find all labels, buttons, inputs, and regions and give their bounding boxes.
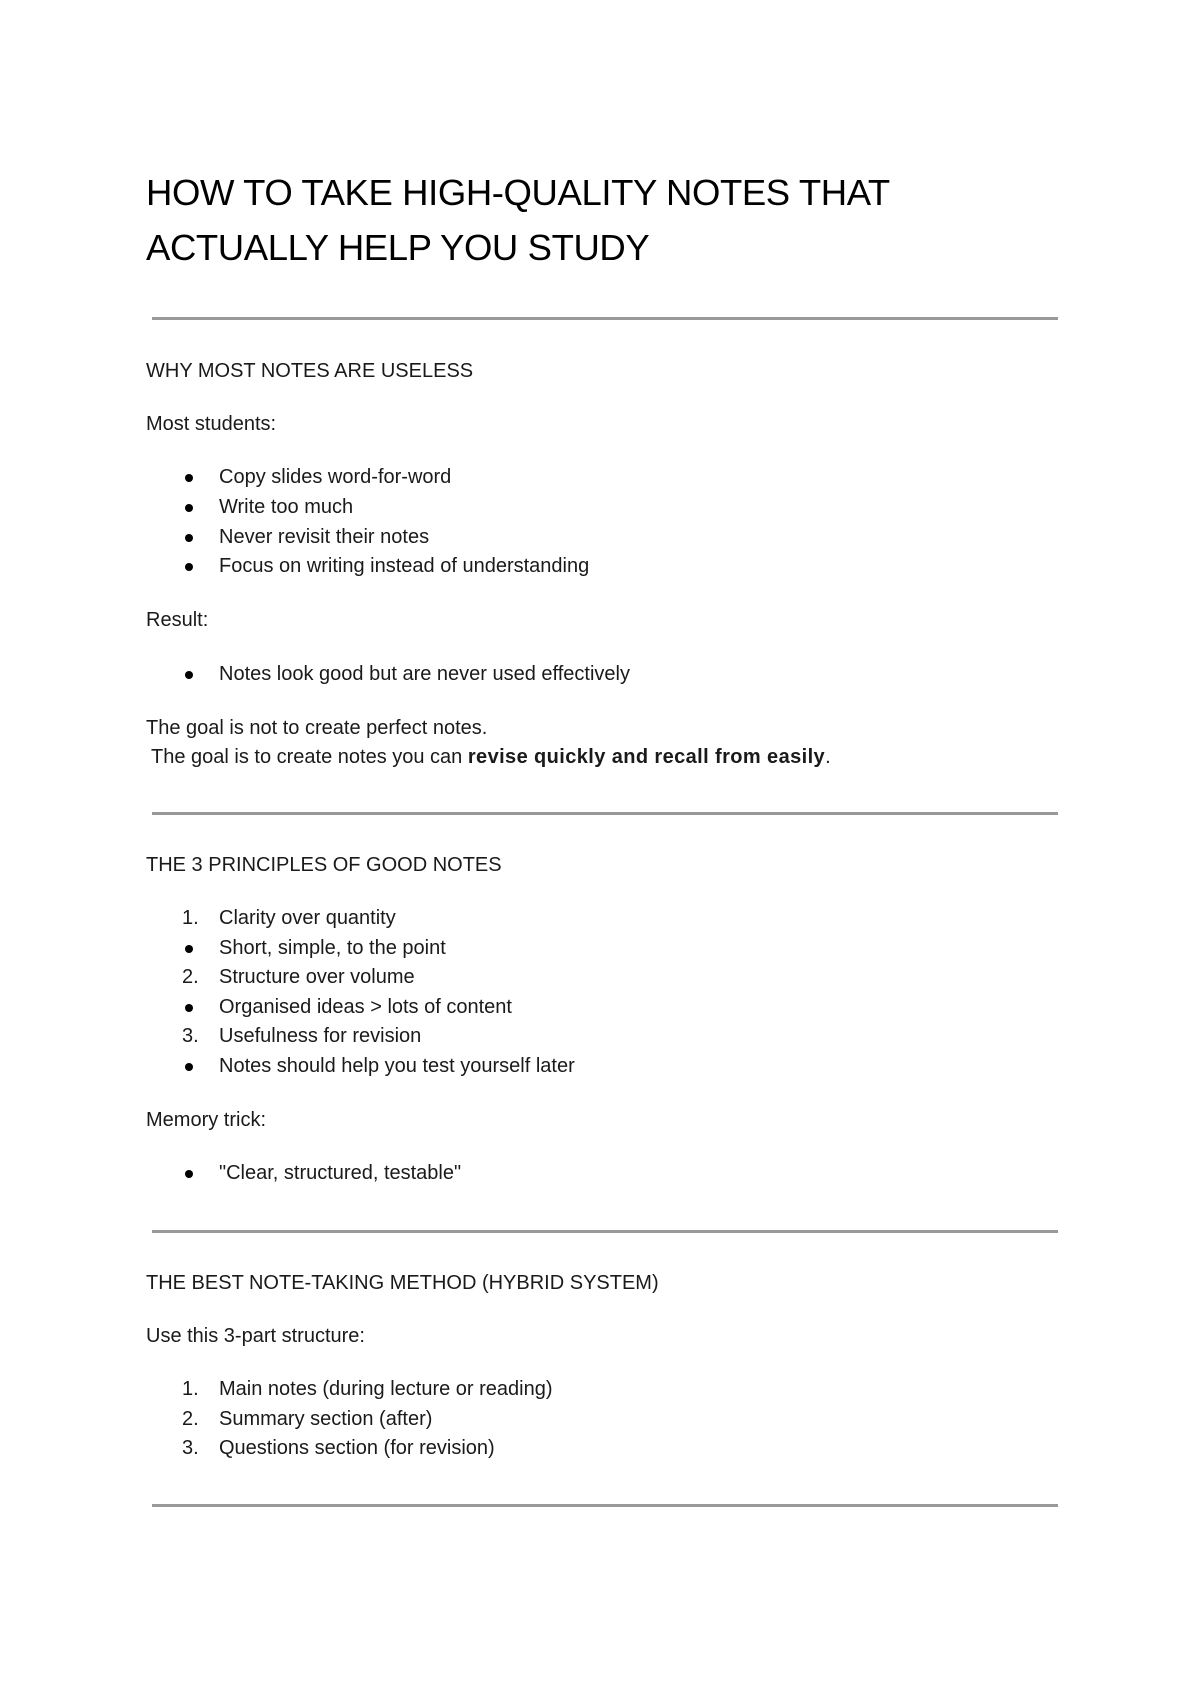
page-title-line-1: HOW TO TAKE HIGH-QUALITY NOTES THAT — [146, 172, 890, 213]
list-item: Notes should help you test yourself later — [219, 1055, 575, 1077]
goal-text: The goal is to create notes you can — [151, 746, 468, 768]
bullet-icon — [185, 1004, 193, 1012]
list-item: Organised ideas > lots of content — [219, 996, 512, 1018]
list-item: Short, simple, to the point — [219, 937, 446, 959]
section-intro: Most students: — [146, 413, 277, 435]
list-number: 3. — [182, 1025, 199, 1047]
section-heading: WHY MOST NOTES ARE USELESS — [146, 360, 474, 382]
list-number: 1. — [182, 907, 199, 929]
goal-line-2 — [151, 746, 831, 769]
result-label: Result: — [146, 609, 209, 631]
list-item: Main notes (during lecture or reading) — [219, 1378, 553, 1400]
list-item: "Clear, structured, testable" — [219, 1162, 462, 1184]
list-item: Clarity over quantity — [219, 907, 396, 929]
goal-period: . — [825, 746, 831, 768]
goal-emphasis: revise quickly and recall from easily — [467, 746, 826, 768]
horizontal-rule — [152, 317, 1058, 320]
list-item: Write too much — [219, 496, 354, 518]
list-item: Never revisit their notes — [219, 526, 430, 548]
list-number: 2. — [182, 966, 199, 988]
list-number: 2. — [182, 1408, 199, 1430]
section-heading: THE 3 PRINCIPLES OF GOOD NOTES — [146, 854, 502, 876]
list-number: 1. — [182, 1378, 199, 1400]
bullet-icon — [185, 1170, 193, 1178]
bullet-icon — [185, 534, 193, 542]
list-number: 3. — [182, 1437, 199, 1459]
memory-label: Memory trick: — [146, 1109, 266, 1131]
bullet-icon — [185, 1063, 193, 1071]
list-item: Questions section (for revision) — [219, 1437, 495, 1459]
list-item: Structure over volume — [219, 966, 415, 988]
section-heading: THE BEST NOTE-TAKING METHOD (HYBRID SYSTEM) — [146, 1272, 659, 1294]
list-item: Usefulness for revision — [219, 1025, 422, 1047]
bullet-icon — [185, 945, 193, 953]
page-title-line-2: ACTUALLY HELP YOU STUDY — [146, 227, 650, 268]
list-item: Summary section (after) — [219, 1408, 433, 1430]
horizontal-rule — [152, 812, 1058, 815]
horizontal-rule — [152, 1504, 1058, 1507]
list-item: Focus on writing instead of understanding — [219, 555, 590, 577]
bullet-icon — [185, 671, 193, 679]
list-item: Copy slides word-for-word — [219, 466, 452, 488]
goal-line-1: The goal is not to create perfect notes. — [146, 717, 488, 739]
bullet-icon — [185, 474, 193, 482]
bullet-icon — [185, 504, 193, 512]
list-item: Notes look good but are never used effectively — [219, 663, 630, 685]
bullet-icon — [185, 563, 193, 571]
horizontal-rule — [152, 1230, 1058, 1233]
section-intro: Use this 3-part structure: — [146, 1325, 365, 1347]
